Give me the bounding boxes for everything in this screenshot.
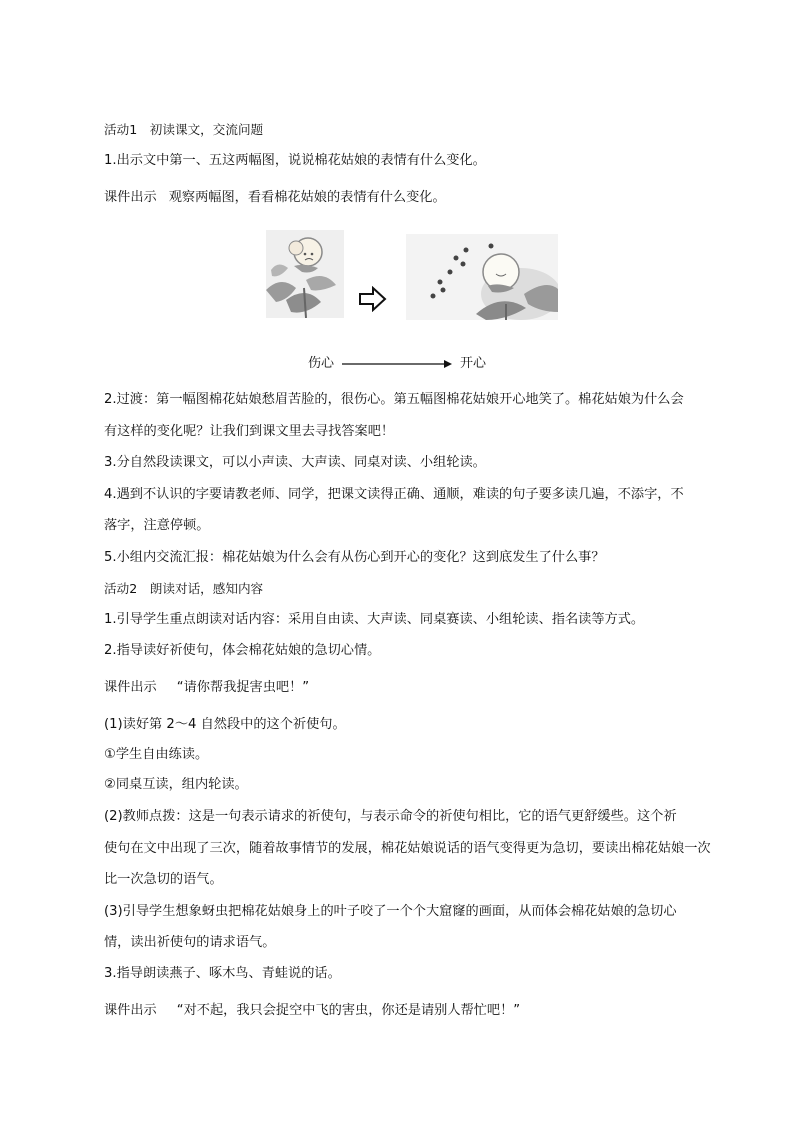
activity1-item2-line1: 2.过渡：第一幅图棉花姑娘愁眉苦脸的，很伤心。第五幅图棉花姑娘开心地笑了。棉花姑娘为什么会: [104, 392, 684, 407]
activity1-item4-line2: 落字，注意停顿。: [104, 518, 210, 533]
activity1-item1: 1.出示文中第一、五这两幅图，说说棉花姑娘的表情有什么变化。: [104, 153, 486, 168]
activity1-item4-line1: 4.遇到不认识的字要请教老师、同学，把课文读得正确、通顺，难读的句子要多读几遍，不添字，不: [104, 487, 684, 502]
activity2-sub3-line1: (3)引导学生想象蚜虫把棉花姑娘身上的叶子咬了一个个大窟窿的画面，从而体会棉花姑娘的急切心: [104, 904, 677, 919]
activity2-sub2-line1: (2)教师点拨：这是一句表示请求的祈使句，与表示命令的祈使句相比，它的语气更舒缓些。这个祈: [104, 809, 677, 824]
courseware-label: 课件出示: [104, 1003, 157, 1018]
activity2-sub1-a: ①学生自由练读。: [104, 747, 209, 762]
activity1-item5: 5.小组内交流汇报：棉花姑娘为什么会有从伤心到开心的变化？这到底发生了什么事？: [104, 550, 605, 565]
emotion-change-row: [308, 355, 508, 375]
activity2-item2: 2.指导读好祈使句，体会棉花姑娘的急切心情。: [104, 643, 381, 658]
cotton-girl-figure: [266, 230, 558, 322]
courseware-text: “请你帮我捉害虫吧！”: [176, 680, 310, 695]
courseware-label: 课件出示: [104, 680, 157, 695]
happy-cotton-girl-image: [406, 234, 558, 320]
activity2-heading: 活动2 朗读对话，感知内容: [104, 581, 264, 596]
activity1-courseware: [104, 189, 446, 207]
activity2-item3: 3.指导朗读燕子、啄木鸟、青蛙说的话。: [104, 966, 341, 981]
activity2-sub1: (1)读好第 2～4 自然段中的这个祈使句。: [104, 717, 346, 732]
courseware-text: “对不起，我只会捉空中飞的害虫，你还是请别人帮忙吧！”: [176, 1003, 521, 1018]
courseware-label: 课件出示: [104, 190, 157, 205]
sad-cotton-girl-image: [266, 230, 344, 318]
activity1-heading: 活动1 初读课文，交流问题: [104, 122, 264, 137]
activity2-item1: 1.引导学生重点朗读对话内容：采用自由读、大声读、同桌赛读、小组轮读、指名读等方式。: [104, 612, 645, 627]
to-label: 开心: [460, 356, 487, 371]
activity2-courseware: [104, 679, 309, 697]
courseware-text: 观察两幅图，看看棉花姑娘的表情有什么变化。: [168, 190, 446, 205]
hollow-right-arrow-icon: [358, 286, 388, 316]
activity2-sub3-line2: 情，读出祈使句的请求语气。: [104, 935, 276, 950]
activity1-item3: 3.分自然段读课文，可以小声读、大声读、同桌对读、小组轮读。: [104, 455, 486, 470]
long-right-arrow-icon: [340, 357, 456, 371]
activity1-item2-line2: 有这样的变化呢？让我们到课文里去寻找答案吧！: [104, 424, 395, 439]
activity2-courseware2: [104, 1002, 520, 1020]
activity2-sub2-line3: 比一次急切的语气。: [104, 872, 223, 887]
activity2-sub1-b: ②同桌互读，组内轮读。: [104, 777, 248, 792]
activity2-sub2-line2: 使句在文中出现了三次，随着故事情节的发展，棉花姑娘说话的语气变得更为急切，要读出棉花姑娘一次: [104, 841, 711, 856]
from-label: 伤心: [308, 356, 335, 371]
